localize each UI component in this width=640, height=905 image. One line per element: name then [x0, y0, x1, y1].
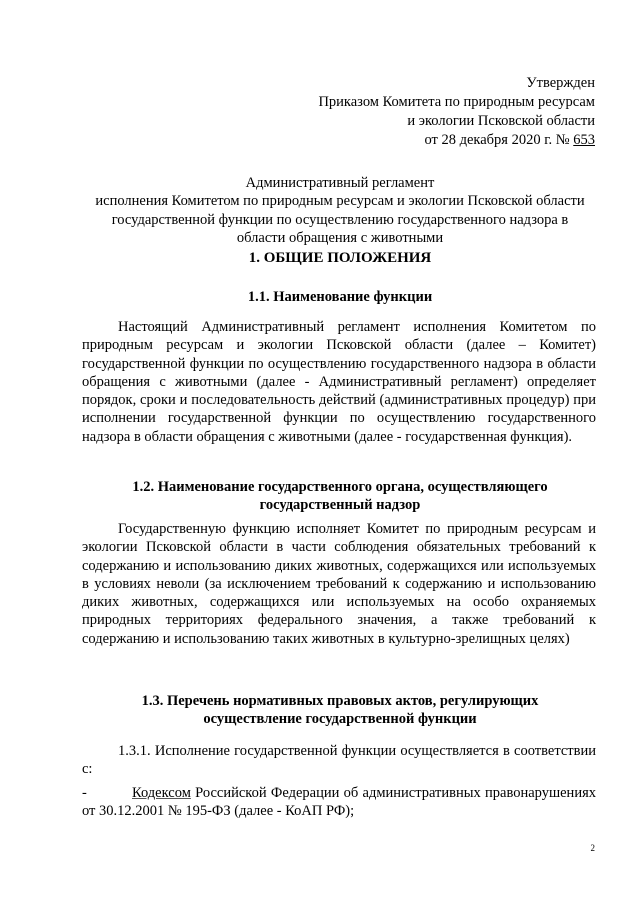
- page-number: 2: [590, 843, 595, 853]
- subsection-heading: 1.1. Наименование функции: [247, 289, 433, 305]
- section-heading: 1. ОБЩИЕ ПОЛОЖЕНИЯ: [248, 250, 432, 266]
- subsection-heading-line: осуществление государственной функции: [203, 711, 477, 727]
- list-item-text: Российской Федерации об административных правонарушениях от 30.12.2001 № 195-ФЗ (далее - КоАП РФ);: [82, 785, 596, 820]
- subsection-heading: [90, 692, 590, 728]
- approval-line: Утвержден: [526, 75, 595, 91]
- paragraph: Настоящий Административный регламент исполнения Комитетом по природным ресурсам и экологии Псковской области (далее – Комитет) государственной функции по осуществлению государственного надзора в области обращения с животными (далее - Административный регламент) определяет порядок, сроки и последовательность действий (административных процедур) при исполнении государственной функции по осуществлению государственного надзора в области обращения с животными (далее - государственная функция).: [82, 319, 596, 445]
- regulation-title-line: государственной функции по осуществлению государственного надзора в: [111, 211, 569, 228]
- order-number: 653: [573, 132, 595, 148]
- list-item: [82, 784, 596, 821]
- subsection-heading-line: 1.2. Наименование государственного органа, осуществляющего: [132, 479, 548, 495]
- paragraph: Государственную функцию исполняет Комитет по природным ресурсам и экологии Псковской области в части соблюдения обязательных требований к содержанию и использованию диких животных, содержащихся или используемых в условиях неволи (за исключением требований к содержанию и использованию диких животных, содержащихся или используемых на особо охраняемых природных территориях федерального значения, а также требований к содержанию и использованию таких животных в культурно-зрелищных целях): [82, 521, 596, 647]
- approval-line: Приказом Комитета по природным ресурсам: [318, 94, 595, 110]
- approval-date: от 28 декабря 2020 г. №: [424, 132, 574, 148]
- subsection-heading-line: 1.3. Перечень нормативных правовых актов, регулирующих: [141, 693, 539, 709]
- list-dash: -: [82, 785, 87, 801]
- approval-date-line: [318, 131, 595, 150]
- regulation-title-line: Административный регламент: [245, 175, 435, 191]
- approval-line: и экологии Псковской области: [407, 113, 595, 129]
- approval-block: [318, 74, 595, 150]
- codex-link[interactable]: Кодексом: [132, 785, 191, 801]
- regulation-title-line: области обращения с животными: [236, 229, 444, 246]
- regulation-title: [70, 174, 610, 247]
- subsection-heading-line: государственный надзор: [259, 497, 421, 513]
- paragraph: 1.3.1. Исполнение государственной функции осуществляется в соответствии с:: [82, 743, 596, 778]
- regulation-title-line: исполнения Комитетом по природным ресурсам и экологии Псковской области: [95, 193, 585, 210]
- subsection-heading: [90, 478, 590, 514]
